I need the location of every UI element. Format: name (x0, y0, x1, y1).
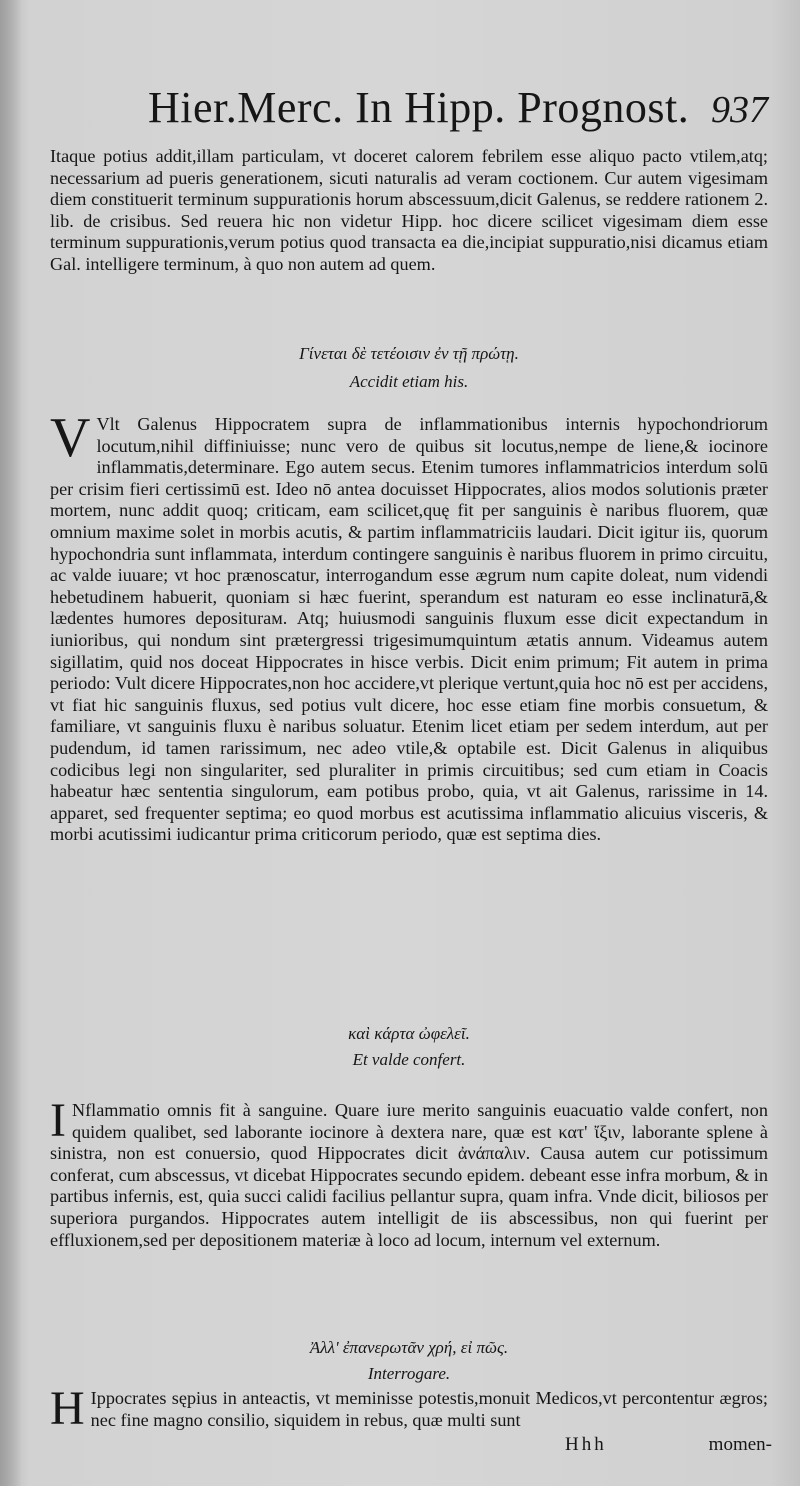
drop-cap-v: V (50, 407, 91, 469)
drop-cap-i: I (50, 1094, 66, 1147)
lemma-greek-3 (50, 1338, 768, 1358)
lemma-latin-3 (50, 1364, 768, 1384)
drop-cap-h: H (50, 1382, 85, 1435)
lemma-latin-text: Et valde confert. (352, 1050, 466, 1069)
page-header (148, 82, 778, 142)
page-number: 937 (711, 89, 768, 131)
commentary-text-1: Vlt Galenus Hippocratem supra de inflammationibus internis hypochondriorum locutum,nihil diffiniuisse; nunc vero de quibus sit locutus,nempe de liene,& iocinore inflammatis,determinare. Ego autem secus. Etenim tumores inflammatricios interdum solū per crisim fieri certissimū est. Ideo nō antea docuisset Hippocrates, alios modos solutionis præter mortem, nunc addit quoq; criticam, eam scilicet,quę fit per sanguinis è naribus fluorem, quæ omnium maxime solet in morbis acutis, & partim inflammatriciis laudari. Dicit igitur iis, quorum hypochondria sunt inflammata, interdum contingere sanguinis è naribus fluorem in primo circuitu, ac valde iuuare; vt hoc prænoscatur, interrogandum esse ægrum num capite doleat, num videndi hebetudinem habuerit, quoniam si hæc fuerint, sperandum est naturam eo esse inclinaturā,& lædentes humores depositurам. Atq; huiusmodi sanguinis fluxum esse dicit expectandum in iunioribus, qui nondum sint prætergressi trigesimumquintum ætatis annum. Videamus autem sigillatim, quid nos doceat Hippocrates in hisce verbis. Dicit enim primum; Fit autem in prima periodo: Vult dicere Hippocrates,non hoc accidere,vt plerique vertunt,quia hoc nō est per accidens, vt fiat hic sanguinis fluxus, sed potius vult dicere, hoc esse etiam fine morbis consuetum, & familiare, vt sanguinis fluxu è naribus soluatur. Etenim licet etiam per sedem interdum, aut per pudendum, id tamen rarissimum, nec adeo vtile,& optabile est. Dicit Galenus in aliquibus codicibus legi non singulariter, sed pluraliter in primis circuitibus; sed cum etiam in Coacis habeatur hæc sententia singulorum, eam potibus probo, quia, vt ait Galenus, rarissime in 14. apparet, sed frequenter septima; eo quod morbus est acutissima inflammatio alicuius visceris, & morbi acutissimi iudicantur prima criticorum periodo, quæ est septima dies. (50, 414, 768, 845)
page-gutter-shadow (0, 0, 22, 1486)
commentary-paragraph-2 (50, 1094, 768, 1251)
signature-mark: Hhh (565, 1434, 607, 1455)
lemma-greek-1 (50, 344, 768, 364)
intro-paragraph-text: Itaque potius addit,illam particulam, vt doceret calorem febrilem esse aliquo pacto vtilem,atq; necessarium ad pueris generationem, sicuti naturalis ad veram coctionem. Cur autem vigesimam diem constituerit terminum suppurationis horum abscessuum,dicit Galenus, se reddere rationem 2. lib. de crisibus. Sed reuera hic non videtur Hipp. hoc dicere scilicet vigesimam diem esse terminum suppurationis,verum potius quod transacta ea die,incipiat suppuratio,nisi dicamus etiam Gal. intelligere terminum, à quo non autem ad quem. (50, 146, 768, 274)
intro-paragraph (50, 146, 768, 276)
lemma-latin-2 (50, 1050, 768, 1070)
lemma-greek-2 (50, 1024, 768, 1044)
lemma-greek-text: Γίνεται δὲ τετέοισιν ἐν τῇ πρώτῃ. (299, 344, 519, 363)
commentary-paragraph-1 (50, 407, 768, 846)
running-title: Hier.Merc. In Hipp. Prognost. (148, 83, 690, 132)
lemma-latin-text: Accidit etiam his. (349, 372, 469, 391)
commentary-text-2: Nflammatio omnis fit à sanguine. Quare iure merito sanguinis euacuatio valde confert, non quidem qualibet, sed laborante iocinore à dextera nare, quæ est κατ' ἴξιν, laborante splene à sinistra, non est conuersio, quod Hippocrates dicit ἀνάπαλιν. Causa autem cur potissimum conferat, cum abscessus, vt dicebat Hippocrates secundo epidem. debeant esse infra morbum, & in partibus infernis, est, quia succi calidi facilius pellantur supra, quam infra. Vnde dicit, biliosos per superiora purgandos. Hippocrates autem intelligit de iis abscessibus, non qui fuerint per effluxionem,sed per depositionem materiæ à loco ad locum, internum vel externum. (50, 1100, 768, 1250)
page-footer (50, 1434, 780, 1464)
lemma-greek-text: καὶ κάρτα ὠφελεῖ. (348, 1024, 470, 1043)
lemma-latin-1 (50, 372, 768, 392)
commentary-paragraph-3 (50, 1382, 768, 1435)
catchword: momen- (708, 1434, 772, 1455)
commentary-text-3: Ippocrates sępius in anteactis, vt meminisse potestis,monuit Medicos,vt percontentur ægros; nec fine magno consilio, siquidem in rebus, quæ multi sunt (90, 1388, 768, 1430)
lemma-greek-text: Ἀλλ' ἐπανερωτᾶν χρή, εἰ πῶς. (309, 1338, 509, 1357)
lemma-latin-text: Interrogare. (367, 1364, 451, 1383)
